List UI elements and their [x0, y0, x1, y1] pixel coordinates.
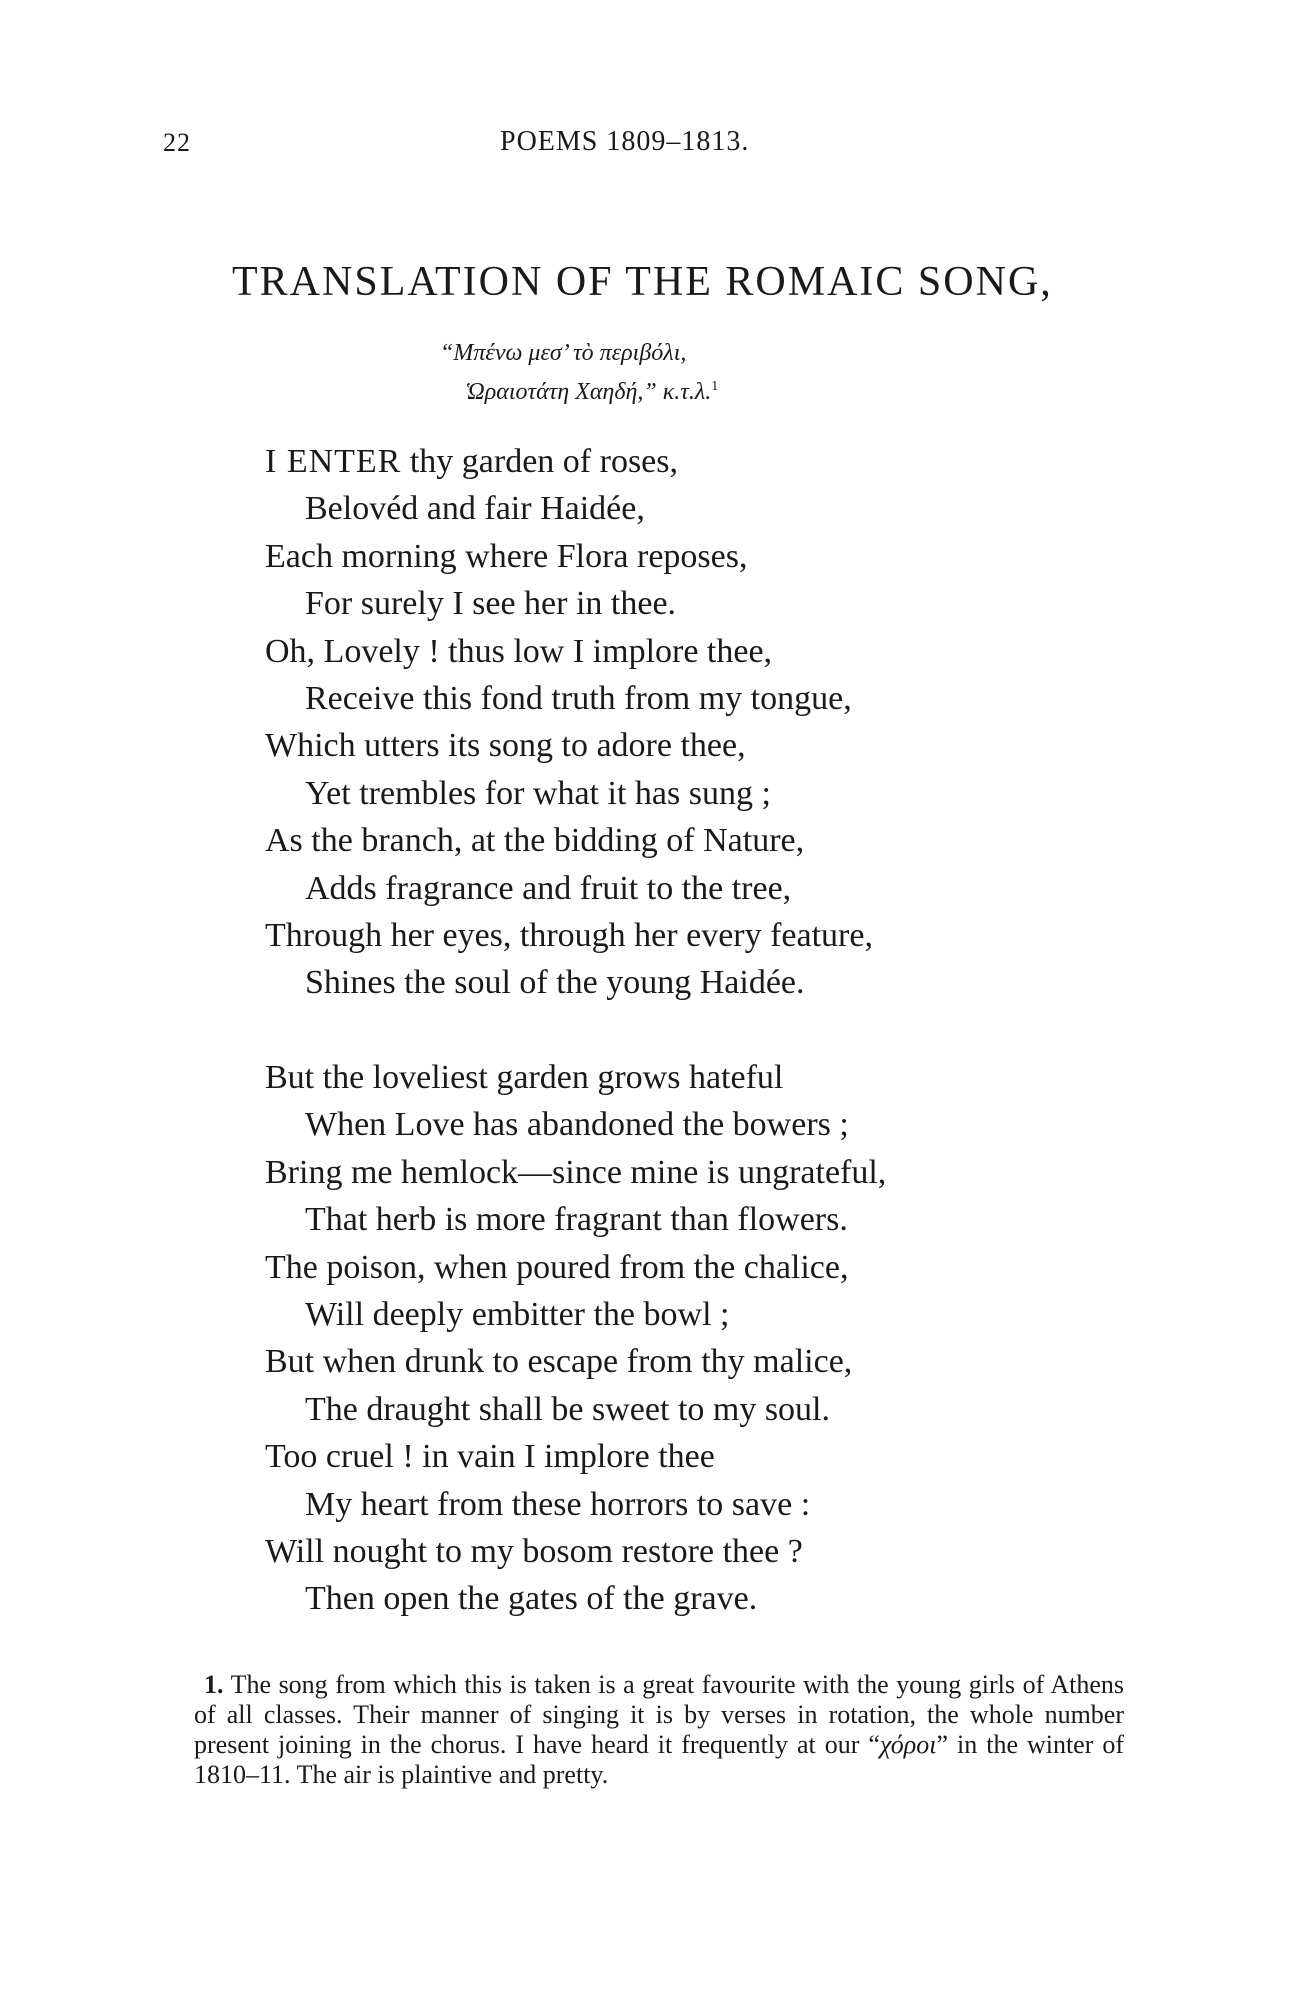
verse-line-rest: thy garden of roses, — [401, 443, 679, 480]
footnote — [194, 1670, 1124, 1790]
footnote-greek-word: χόροι — [879, 1730, 937, 1759]
verse-line: Too cruel ! in vain I implore thee — [265, 1438, 715, 1476]
verse-line: Receive this fond truth from my tongue, — [305, 680, 852, 718]
verse-line: But the loveliest garden grows hateful — [265, 1059, 784, 1096]
running-head: POEMS 1809–1813. — [500, 126, 750, 157]
verse-line: Bring me hemlock—since mine is ungrateful, — [265, 1153, 887, 1191]
footnote-reference: 1 — [711, 379, 719, 394]
verse-line: As the branch, at the bidding of Nature, — [265, 822, 805, 860]
verse-line: Which utters its song to adore thee, — [265, 727, 746, 765]
verse-line — [265, 438, 873, 485]
verse-line: But when drunk to escape from thy malice, — [265, 1343, 853, 1381]
verse-line: Then open the gates of the grave. — [305, 1580, 758, 1618]
footnote-text-after: ” in the winter of 1810–11. The air is plaintive and pretty. — [194, 1730, 1124, 1789]
verse-line: Belovéd and fair Haidée, — [305, 490, 645, 528]
verse-opening-word: I ENTER — [265, 443, 402, 480]
verse-line: Will nought to my bosom restore thee ? — [265, 1533, 803, 1571]
verse-line: Each morning where Flora reposes, — [265, 537, 748, 575]
stanza-1 — [265, 438, 873, 1007]
epigraph-line-2 — [440, 370, 718, 409]
epigraph — [440, 336, 718, 409]
verse-line: For surely I see her in thee. — [305, 585, 677, 623]
verse-line: Yet trembles for what it has sung ; — [305, 774, 771, 812]
verse-line: Through her eyes, through her every feature, — [265, 917, 873, 955]
verse-line: My heart from these horrors to save : — [305, 1485, 811, 1523]
verse-line: The draught shall be sweet to my soul. — [305, 1390, 831, 1428]
footnote-marker: 1. — [204, 1670, 224, 1699]
poem-title: TRANSLATION OF THE ROMAIC SONG, — [232, 259, 1053, 305]
footnote-text-before: The song from which this is taken is a great favourite with the young girls of Athens of all classes. Their manner of singing it is by verses in rotation, the whole number present joining in the chorus. I have heard it frequently at our “ — [194, 1670, 1124, 1759]
verse-line: Oh, Lovely ! thus low I implore thee, — [265, 632, 773, 670]
verse-line: Adds fragrance and fruit to the tree, — [305, 869, 792, 907]
page-number: 22 — [163, 128, 191, 157]
epigraph-line-1: “Μπένω μεσ’ τὸ περιβόλι, — [440, 340, 687, 366]
verse-line: The poison, when poured from the chalice, — [265, 1248, 849, 1286]
epigraph-line-2-text: Ὡραιοτάτη Χαηδή,” κ.τ.λ. — [465, 379, 712, 405]
stanza-2 — [265, 1054, 886, 1623]
verse-line: That herb is more fragrant than flowers. — [305, 1201, 848, 1239]
verse-line: Will deeply embitter the bowl ; — [305, 1296, 730, 1334]
verse-line: When Love has abandoned the bowers ; — [305, 1106, 849, 1144]
verse-line: Shines the soul of the young Haidée. — [305, 964, 805, 1002]
